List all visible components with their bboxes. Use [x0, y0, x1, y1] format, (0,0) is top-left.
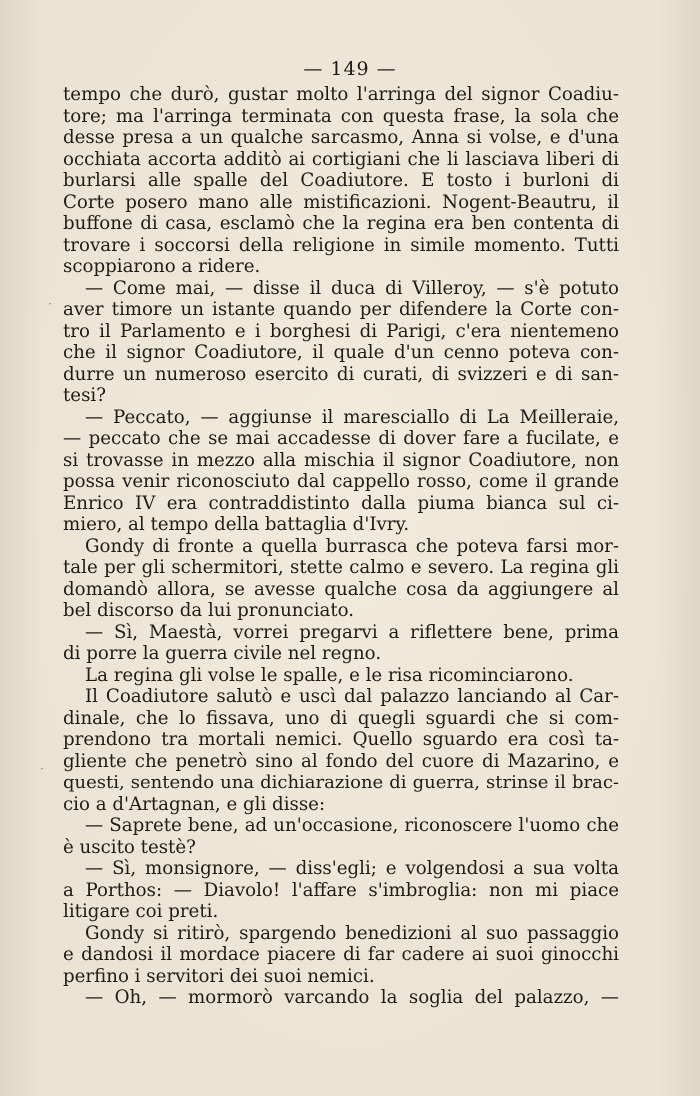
text-line: La regina gli volse le spalle, e le risa ricominciarono. — [85, 664, 574, 686]
text-line: — Peccato, — aggiunse il maresciallo di La Meilleraie, — [85, 406, 619, 428]
text-line: burlarsi alle spalle del Coadiutore. E tosto i burloni di — [63, 170, 619, 191]
text-line: — Come mai, — disse il duca di Villeroy, — s'è potuto — [85, 277, 619, 299]
text-line: Enrico IV era contraddistinto dalla piuma bianca sul ci- — [63, 492, 619, 514]
text-line: che il signor Coadiutore, il quale d'un cenno poteva con- — [63, 342, 619, 363]
text-line: trovare i soccorsi della religione in simile momento. Tutti — [63, 234, 619, 256]
text-line: è uscito testè? — [63, 836, 196, 858]
text-line: cio a d'Artagnan, e gli disse: — [63, 793, 326, 815]
text-line: tro il Parlamento e i borghesi di Parigi, c'era nientemeno — [63, 320, 619, 342]
text-line: domandò allora, se avesse qualche cosa da aggiungere al — [63, 578, 619, 600]
text-line: tale per gli schermitori, stette calmo e severo. La regina gli — [63, 557, 619, 578]
text-line: a Porthos: — Diavolo! l'affare s'imbroglia: non mi piace — [63, 879, 619, 901]
text-line: bel discorso da lui pronunciato. — [63, 600, 355, 621]
text-line: buffone di casa, esclamò che la regina era ben contenta di — [63, 213, 619, 234]
text-line: Gondy di fronte a quella burrasca che poteva farsi mor- — [85, 535, 619, 557]
text-line: Corte posero mano alle mistificazioni. Nogent-Beautru, il — [63, 191, 619, 213]
text-line: Gondy si ritirò, spargendo benedizioni al suo passaggio — [85, 922, 619, 944]
text-line: dinale, che lo fissava, uno di quegli sguardi che si com- — [63, 707, 619, 729]
text-line: Il Coadiutore salutò e uscì dal palazzo lanciando al Car- — [85, 686, 619, 707]
text-line: — Oh, — mormorò varcando la soglia del palazzo, — — [85, 987, 619, 1008]
text-line: scoppiarono a ridere. — [63, 256, 261, 277]
text-line: e dandosi il mordace piacere di far cadere ai suoi ginocchi — [63, 944, 619, 965]
text-line: tesi? — [63, 385, 106, 406]
text-line: — Sì, monsignore, — diss'egli; e volgendosi a sua volta — [85, 858, 619, 879]
text-line: occhiata accorta additò ai cortigiani che li lasciava liberi di — [63, 148, 619, 170]
text-line: gliente che penetrò sino al fondo del cuore di Mazarino, e — [63, 750, 619, 772]
text-line: — peccato che se mai accadesse di dover fare a fucilate, e — [63, 428, 619, 449]
text-line: durre un numeroso esercito di curati, di svizzeri e di san- — [63, 363, 619, 385]
text-line: prendono tra mortali nemici. Quello sguardo era così ta- — [63, 729, 619, 750]
text-line: perfino i servitori dei suoi nemici. — [63, 965, 375, 987]
text-line: possa venir riconosciuto dal cappello rosso, come il grande — [63, 471, 619, 492]
text-line: litigare coi preti. — [63, 901, 219, 922]
text-line: questi, sentendo una dichiarazione di guerra, strinse il brac- — [63, 772, 619, 793]
margin-dot: · — [40, 762, 44, 776]
text-line: di porre la guerra civile nel regno. — [63, 643, 382, 664]
text-line: miero, al tempo della battaglia d'Ivry. — [63, 514, 410, 535]
text-line: tore; ma l'arringa terminata con questa frase, la sola che — [63, 105, 619, 127]
text-line: desse presa a un qualche sarcasmo, Anna si volse, e d'una — [63, 127, 619, 148]
text-line: tempo che durò, gustar molto l'arringa del signor Coadiu- — [63, 84, 619, 105]
text-line: — Saprete bene, ad un'occasione, riconoscere l'uomo che — [85, 815, 619, 836]
margin-dot: · — [48, 297, 52, 311]
text-line: aver timore un istante quando per difendere la Corte con- — [63, 299, 619, 320]
body-text — [63, 84, 619, 1009]
page-number: — 149 — — [303, 58, 397, 80]
text-line: — Sì, Maestà, vorrei pregarvi a riflettere bene, prima — [85, 621, 619, 643]
text-line: si trovasse in mezzo alla mischia il signor Coadiutore, non — [63, 449, 619, 471]
